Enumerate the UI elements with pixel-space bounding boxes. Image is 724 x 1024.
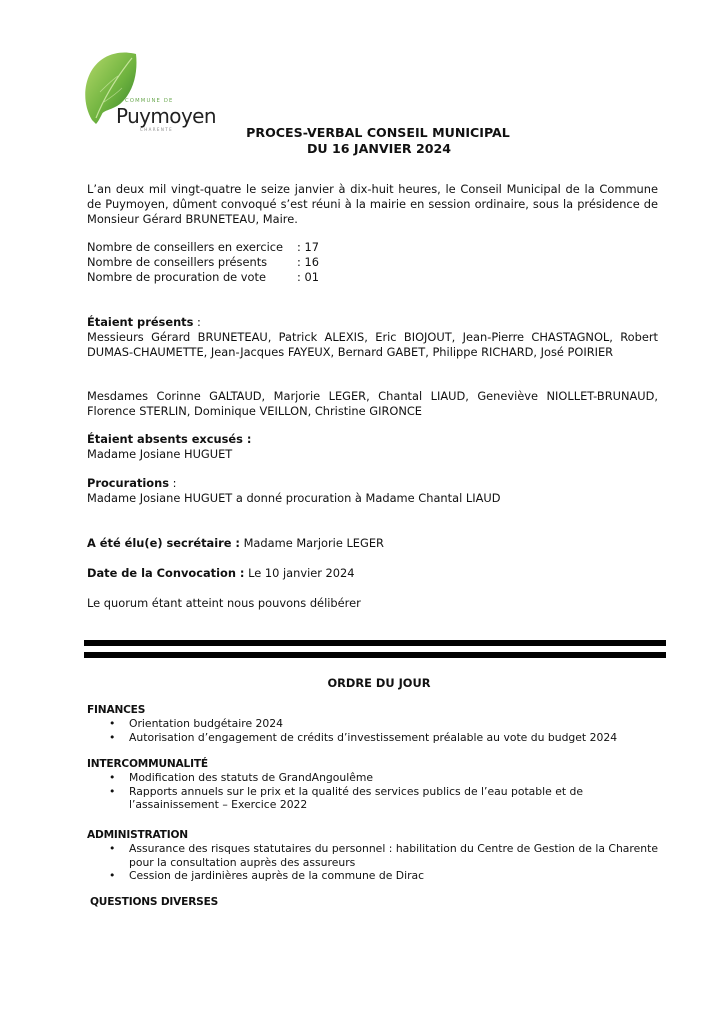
presents-heading-colon: : <box>193 315 201 329</box>
separator-rule-bottom <box>84 652 666 658</box>
intro-paragraph: L’an deux mil vingt-quatre le seize janvier à dix-huit heures, le Conseil Municipal de la Commune de Puymoyen, dûment convoqué s’est réuni à la mairie en session ordinaire, sous la présidence de Monsieur Gérard BRUNETEAU, Maire. <box>87 182 658 226</box>
presents-mesdames: Mesdames Corinne GALTAUD, Marjorie LEGER, Chantal LIAUD, Geneviève NIOLLET-BRUNAUD, Florence STERLIN, Dominique VEILLON, Christine GIRONCE <box>87 389 658 418</box>
stat-value: : 01 <box>297 270 319 284</box>
presents-heading: Étaient présents <box>87 315 194 329</box>
agenda-title: ORDRE DU JOUR <box>327 676 431 690</box>
agenda-section-administration: ADMINISTRATION <box>87 829 188 841</box>
agenda-item: • Assurance des risques statutaires du personnel : habilitation du Centre de Gestion de la Charente pour la consultation auprès des assureurs <box>115 842 660 869</box>
agenda-intercommunalite-list <box>115 771 660 812</box>
agenda-section-finances: FINANCES <box>87 704 146 716</box>
stat-label: Nombre de procuration de vote <box>87 270 266 284</box>
logo-name: Puymoyen <box>116 104 216 128</box>
agenda-item: • Modification des statuts de GrandAngoulême <box>115 771 660 785</box>
presents-heading-line <box>87 315 658 330</box>
agenda-administration-list <box>115 842 660 883</box>
secretaire-value: Madame Marjorie LEGER <box>239 536 384 550</box>
convocation-label: Date de la Convocation : <box>87 566 245 580</box>
secretaire-line <box>87 536 658 551</box>
convocation-value: Le 10 janvier 2024 <box>244 566 355 580</box>
procurations-heading-colon: : <box>169 476 177 490</box>
agenda-item: • Autorisation d’engagement de crédits d’investissement préalable au vote du budget 2024 <box>115 731 660 745</box>
stat-value: : 17 <box>297 240 319 254</box>
document-subtitle-date: DU 16 JANVIER 2024 <box>306 141 452 156</box>
absents-heading: Étaient absents excusés : <box>87 432 252 446</box>
agenda-finances-list <box>115 717 660 744</box>
absents-text: Madame Josiane HUGUET <box>87 447 233 461</box>
logo-region: CHARENTE <box>140 127 174 132</box>
logo-commune-label: COMMUNE DE <box>125 98 174 104</box>
procurations-heading: Procurations <box>87 476 170 490</box>
agenda-section-intercommunalite: INTERCOMMUNALITÉ <box>87 758 208 770</box>
stat-row-exercice <box>87 240 658 255</box>
procurations-text: Madame Josiane HUGUET a donné procuration à Madame Chantal LIAUD <box>87 491 501 505</box>
procurations-heading-line <box>87 476 658 491</box>
stat-label: Nombre de conseillers présents <box>87 255 268 269</box>
secretaire-label: A été élu(e) secrétaire : <box>87 536 240 550</box>
attendance-stats <box>87 240 658 285</box>
presents-messieurs: Messieurs Gérard BRUNETEAU, Patrick ALEXIS, Eric BIOJOUT, Jean-Pierre CHASTAGNOL, Robert DUMAS-CHAUMETTE, Jean-Jacques FAYEUX, Bernard GABET, Philippe RICHARD, José POIRIER <box>87 330 658 359</box>
agenda-item: • Cession de jardinières auprès de la commune de Dirac <box>115 869 660 883</box>
stat-row-procuration <box>87 270 658 285</box>
agenda-section-questions-diverses: QUESTIONS DIVERSES <box>90 896 219 908</box>
stat-label: Nombre de conseillers en exercice <box>87 240 284 254</box>
convocation-line <box>87 566 658 581</box>
agenda-item: • Rapports annuels sur le prix et la qualité des services publics de l’eau potable et de l’assainissement – Exercice 2022 <box>115 785 660 812</box>
stat-row-presents <box>87 255 658 270</box>
document-title: PROCES-VERBAL CONSEIL MUNICIPAL <box>246 125 510 140</box>
quorum-text: Le quorum étant atteint nous pouvons délibérer <box>87 596 361 610</box>
commune-logo <box>82 48 222 132</box>
stat-value: : 16 <box>297 255 319 269</box>
agenda-item: • Orientation budgétaire 2024 <box>115 717 660 731</box>
separator-rule-top <box>84 640 666 646</box>
